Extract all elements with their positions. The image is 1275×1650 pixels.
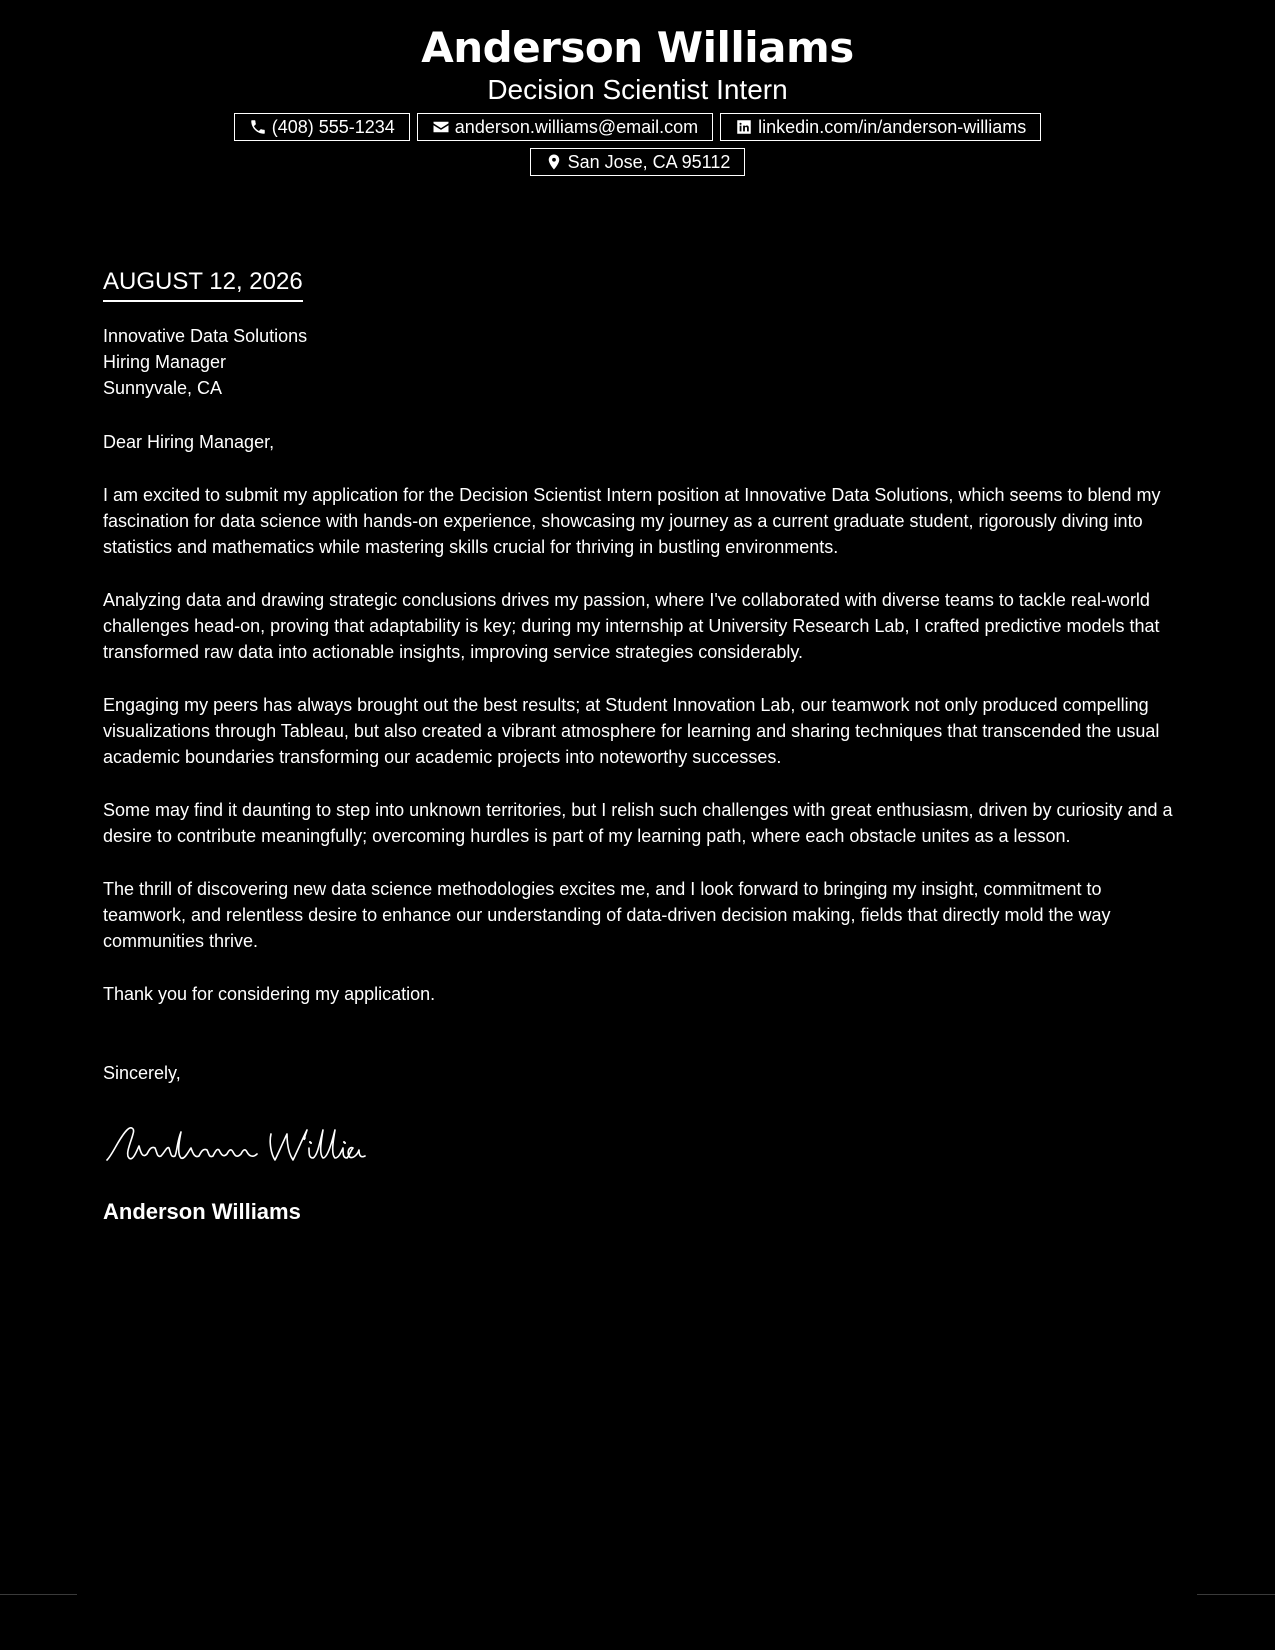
phone-icon [249,118,267,136]
footer-divider-left [0,1594,77,1595]
phone-text: (408) 555-1234 [271,116,395,137]
body-paragraph: I am excited to submit my application for the Decision Scientist Intern position at Innovative Data Solutions, which seems to blend my fascination for data science with hands-on experience, showcasing my journey as a current graduate student, rigorously diving into statistics and mathematics while mastering skills crucial for thriving in bustling environments. [103,485,1161,557]
signed-name: Anderson Williams [103,1199,301,1224]
letter-date: AUGUST 12, 2026 [103,266,303,302]
letter-header [0,22,1275,176]
salutation: Dear Hiring Manager, [103,432,275,452]
linkedin-text: linkedin.com/in/anderson-williams [758,116,1027,137]
recipient-location: Sunnyvale, CA [103,378,223,398]
location-text: San Jose, CA 95112 [567,151,731,172]
linkedin-icon [735,118,753,136]
recipient-company: Innovative Data Solutions [103,326,308,346]
letter-body [103,266,1183,1226]
body-paragraph: Some may find it daunting to step into unknown territories, but I relish such challenges with great enthusiasm, driven by curiosity and a desire to contribute meaningfully; overcoming hurdles is part of my learning path, where each obstacle unites as a lesson. [103,800,1173,846]
applicant-name: Anderson Williams [421,23,854,72]
email-text: anderson.williams@email.com [454,116,699,137]
body-paragraph: Engaging my peers has always brought out the best results; at Student Innovation Lab, our teamwork not only produced compelling visualizations through Tableau, but also created a vibrant atmosphere for learning and sharing techniques that transcended the usual academic boundaries transforming our academic projects into noteworthy successes. [103,695,1160,767]
recipient-block [103,323,1183,401]
body-paragraph: The thrill of discovering new data science methodologies excites me, and I look forward to bringing my insight, commitment to teamwork, and relentless desire to enhance our understanding of data-driven decision making, fields that directly mold the way communities thrive. [103,879,1111,951]
contact-list [198,113,1078,176]
body-paragraph: Analyzing data and drawing strategic conclusions drives my passion, where I've collaborated with diverse teams to tackle real-world challenges head-on, proving that adaptability is key; during my internship at University Research Lab, I crafted predictive models that transformed raw data into actionable insights, improving service strategies considerably. [103,590,1160,662]
footer-divider-right [1197,1594,1275,1595]
signature-stroke [107,1128,257,1160]
applicant-role: Decision Scientist Intern [487,74,788,105]
signature-dot [344,1142,345,1143]
phone-contact[interactable] [234,113,410,141]
email-contact[interactable] [417,113,713,141]
map-marker-icon [545,153,563,171]
envelope-icon [432,118,450,136]
signature-dot [310,1142,311,1143]
closing: Sincerely, [103,1063,181,1083]
recipient-title: Hiring Manager [103,352,227,372]
thank-you-paragraph: Thank you for considering my application. [103,984,436,1004]
location-contact [530,148,746,176]
linkedin-contact[interactable] [720,113,1041,141]
signature-stroke [270,1130,365,1160]
handwritten-signature [103,1124,1183,1168]
